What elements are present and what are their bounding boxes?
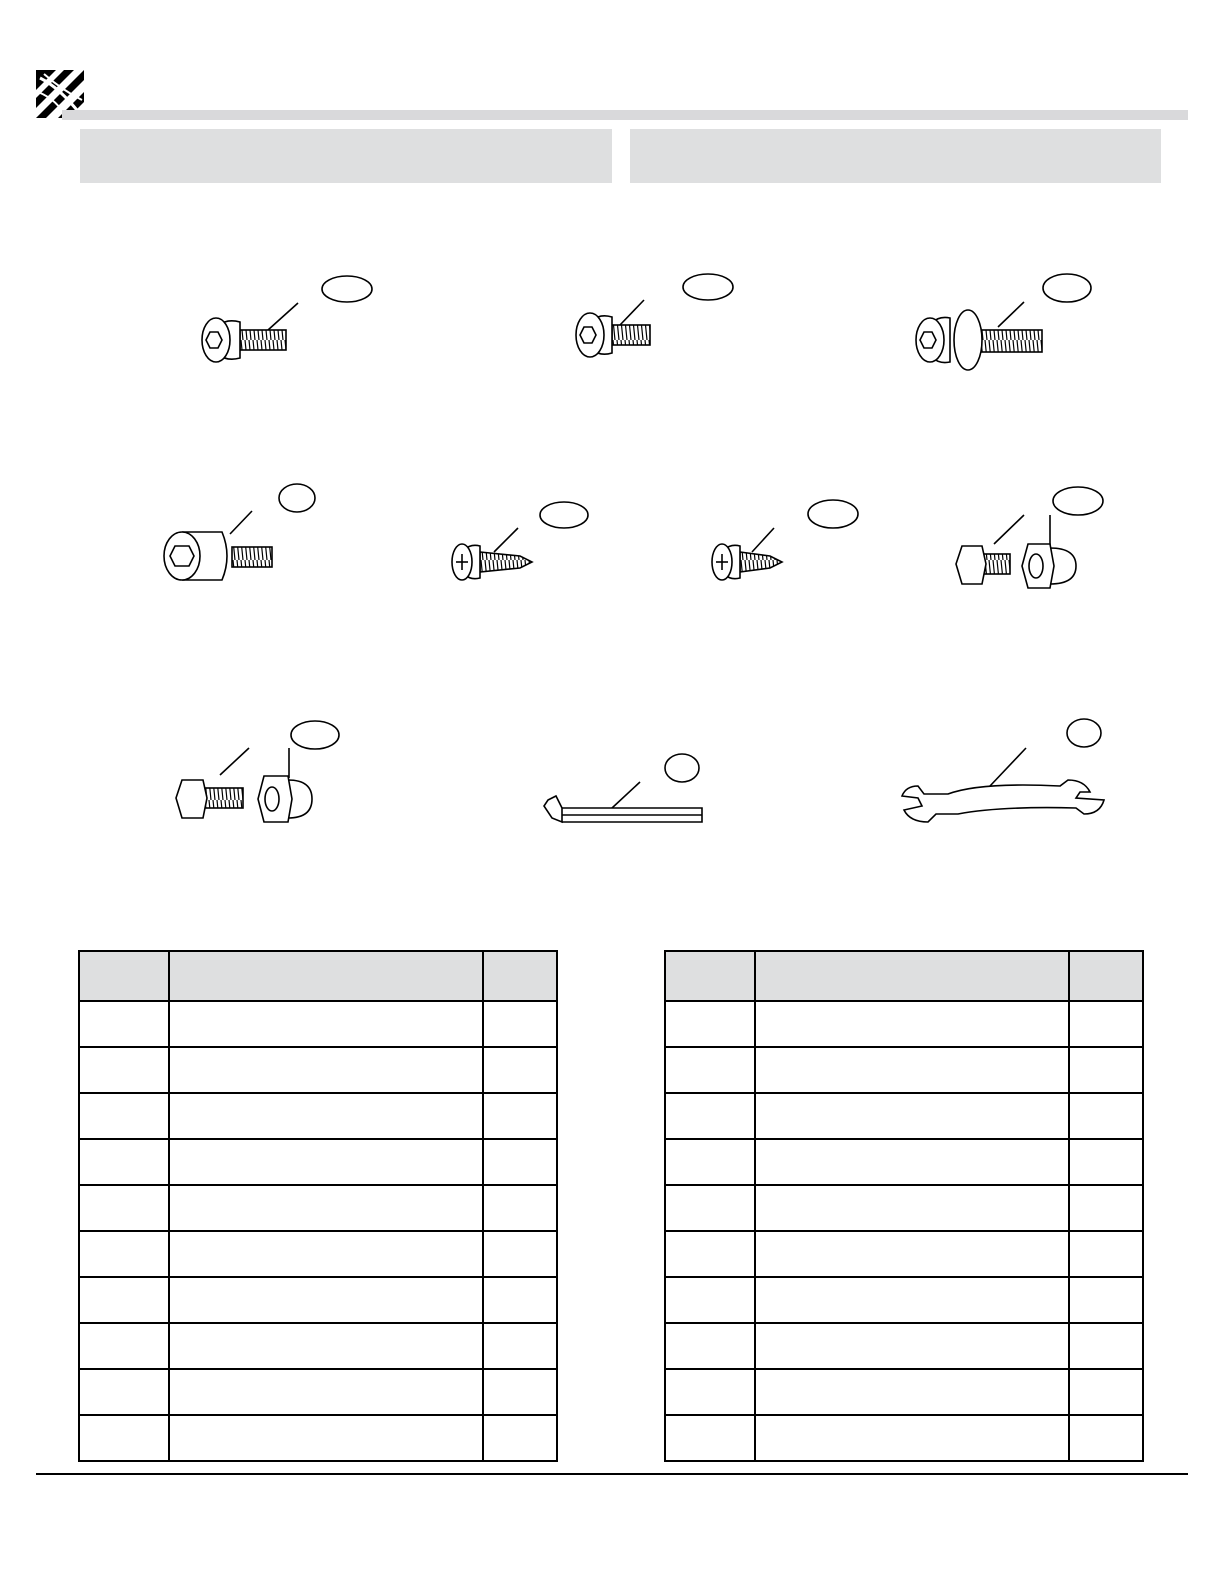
table-cell: [1069, 1369, 1143, 1415]
short-button-head-hex-socket-bolt-icon: [576, 274, 733, 357]
socket-cap-shoulder-bolt-icon: [164, 484, 315, 580]
table-row: [665, 1277, 1143, 1323]
table-cell: [483, 1185, 557, 1231]
table-header-cell: [1069, 951, 1143, 1001]
table-row: [79, 1231, 557, 1277]
table-cell: [79, 1277, 169, 1323]
table-cell: [1069, 1093, 1143, 1139]
table-cell: [755, 1415, 1069, 1461]
table-cell: [483, 1047, 557, 1093]
table-cell: [169, 1047, 483, 1093]
table-cell: [665, 1139, 755, 1185]
table-cell: [665, 1277, 755, 1323]
table-row: [79, 1323, 557, 1369]
footer-rule: [36, 1473, 1188, 1475]
parts-table-left: [78, 950, 558, 1462]
table-cell: [665, 1093, 755, 1139]
table-header-cell: [755, 951, 1069, 1001]
table-header-row: [79, 951, 557, 1001]
table-cell: [755, 1093, 1069, 1139]
table-cell: [169, 1001, 483, 1047]
table-row: [79, 1277, 557, 1323]
table-cell: [1069, 1139, 1143, 1185]
table-cell: [1069, 1277, 1143, 1323]
table-cell: [755, 1047, 1069, 1093]
square-head-bolt-with-cap-nut-icon: [176, 721, 339, 822]
table-cell: [79, 1001, 169, 1047]
table-cell: [1069, 1323, 1143, 1369]
table-cell: [169, 1369, 483, 1415]
table-cell: [79, 1139, 169, 1185]
table-cell: [755, 1185, 1069, 1231]
table-row: [665, 1001, 1143, 1047]
square-head-bolt-with-cap-nut-icon: [956, 487, 1103, 588]
phillips-pan-head-wood-screw-icon: [452, 502, 588, 580]
table-cell: [79, 1231, 169, 1277]
table-cell: [1069, 1047, 1143, 1093]
table-row: [79, 1001, 557, 1047]
table-cell: [79, 1047, 169, 1093]
table-cell: [79, 1369, 169, 1415]
table-header-cell: [169, 951, 483, 1001]
table-header-cell: [665, 951, 755, 1001]
parts-table-right: [664, 950, 1144, 1462]
table-row: [665, 1415, 1143, 1461]
table-row: [79, 1047, 557, 1093]
table-row: [665, 1093, 1143, 1139]
table-row: [665, 1139, 1143, 1185]
hex-socket-bolt-with-washer-icon: [916, 274, 1091, 370]
table-cell: [665, 1001, 755, 1047]
table-cell: [1069, 1415, 1143, 1461]
table-cell: [665, 1047, 755, 1093]
table-cell: [169, 1323, 483, 1369]
table-cell: [755, 1323, 1069, 1369]
table-cell: [79, 1415, 169, 1461]
table-cell: [665, 1369, 755, 1415]
button-head-hex-socket-bolt-icon: [202, 276, 372, 362]
table-cell: [169, 1231, 483, 1277]
table-cell: [483, 1369, 557, 1415]
table-cell: [483, 1093, 557, 1139]
table-cell: [79, 1185, 169, 1231]
table-row: [665, 1185, 1143, 1231]
table-cell: [1069, 1231, 1143, 1277]
table-cell: [169, 1277, 483, 1323]
open-end-wrench-icon: [902, 719, 1104, 822]
table-cell: [483, 1323, 557, 1369]
table-cell: [169, 1139, 483, 1185]
table-row: [79, 1415, 557, 1461]
table-row: [79, 1139, 557, 1185]
table-cell: [665, 1231, 755, 1277]
table-cell: [169, 1415, 483, 1461]
table-cell: [483, 1231, 557, 1277]
table-header-cell: [79, 951, 169, 1001]
table-header-cell: [483, 951, 557, 1001]
table-cell: [1069, 1185, 1143, 1231]
table-cell: [169, 1093, 483, 1139]
table-header-row: [665, 951, 1143, 1001]
table-cell: [483, 1001, 557, 1047]
table-cell: [755, 1139, 1069, 1185]
table-row: [665, 1047, 1143, 1093]
table-cell: [665, 1323, 755, 1369]
table-cell: [755, 1369, 1069, 1415]
table-cell: [665, 1415, 755, 1461]
table-row: [665, 1323, 1143, 1369]
table-cell: [169, 1185, 483, 1231]
table-cell: [755, 1277, 1069, 1323]
table-cell: [483, 1415, 557, 1461]
table-row: [79, 1185, 557, 1231]
table-cell: [79, 1323, 169, 1369]
table-row: [665, 1231, 1143, 1277]
table-cell: [79, 1093, 169, 1139]
table-row: [665, 1369, 1143, 1415]
table-row: [79, 1093, 557, 1139]
short-phillips-pan-head-wood-screw-icon: [712, 500, 858, 580]
table-cell: [483, 1139, 557, 1185]
table-cell: [755, 1231, 1069, 1277]
table-cell: [665, 1185, 755, 1231]
table-cell: [1069, 1001, 1143, 1047]
table-cell: [755, 1001, 1069, 1047]
table-cell: [483, 1277, 557, 1323]
table-row: [79, 1369, 557, 1415]
allen-key-icon: [544, 754, 702, 822]
